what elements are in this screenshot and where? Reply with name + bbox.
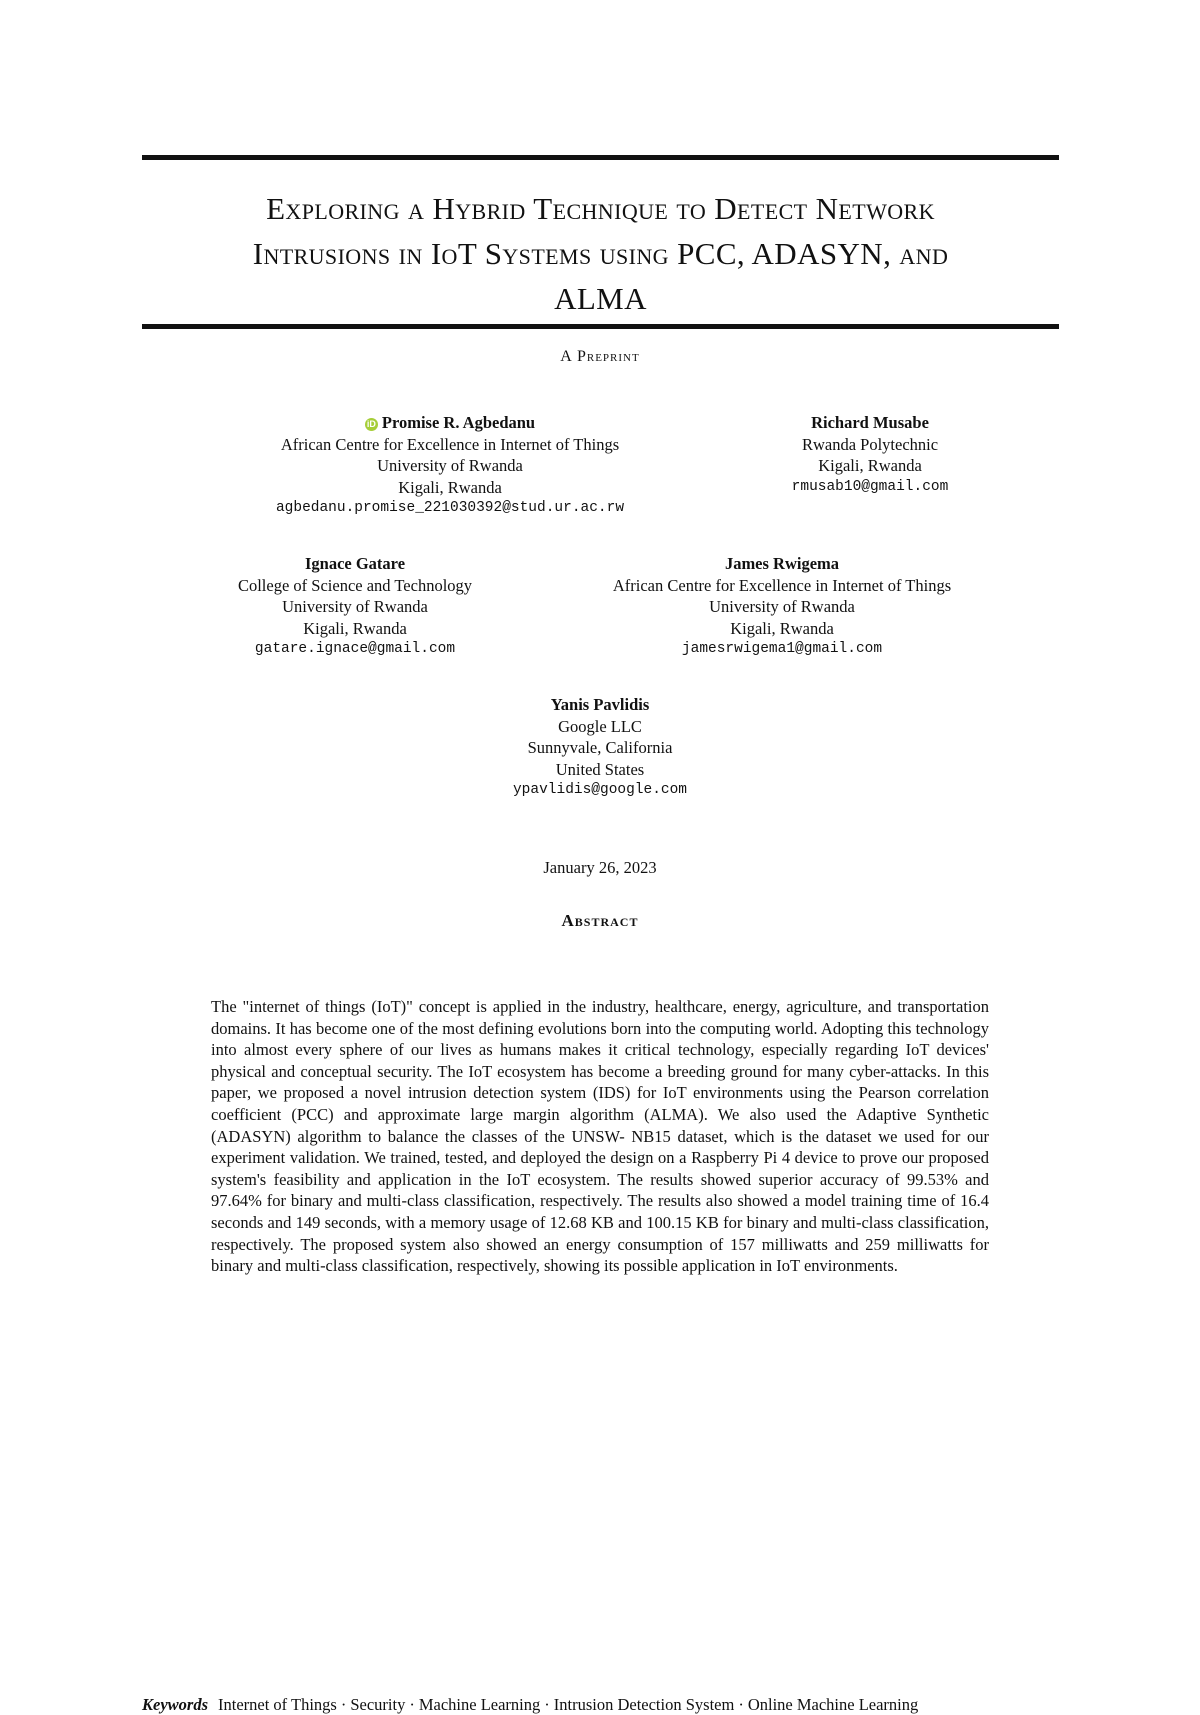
keywords	[142, 1695, 918, 1715]
publication-date: January 26, 2023	[543, 858, 657, 877]
keyword: Internet of Things	[218, 1695, 337, 1714]
author-block	[400, 694, 800, 802]
paper-title	[142, 186, 1059, 321]
keywords-label: Keywords	[142, 1695, 208, 1714]
orcid-icon[interactable]: iD	[366, 419, 376, 429]
author-email[interactable]: ypavlidis@google.com	[512, 782, 688, 798]
author-affiliation: United States	[555, 759, 645, 779]
preprint-label: A Preprint	[560, 348, 640, 365]
author-affiliation: Rwanda Polytechnic	[801, 434, 939, 454]
author-affiliation: African Centre for Excellence in Internet of Things	[280, 434, 620, 454]
author-affiliation: College of Science and Technology	[237, 575, 473, 595]
abstract-text: The "internet of things (IoT)" concept is applied in the industry, healthcare, energy, agriculture, and transportation domains. It has become one of the most defining evolutions born into the computing world. Adopting this technology into almost every sphere of our lives as humans makes it critical technology, especially regarding IoT devices' physical and conceptual security. The IoT ecosystem has become a breeding ground for many cyber-attacks. In this paper, we proposed a novel intrusion detection system (IDS) for IoT environments using the Pearson correlation coefficient (PCC) and approximate large margin algorithm (ALMA). We also used the Adaptive Synthetic (ADASYN) algorithm to balance the classes of the UNSW- NB15 dataset, which is the dataset we used for our experiment validation. We trained, tested, and deployed the design on a Raspberry Pi 4 device to prove our proposed system's feasibility and application in the IoT ecosystem. The results showed superior accuracy of 99.53% and 97.64% for binary and multi-class classification, respectively. The results also showed a model training time of 16.4 seconds and 149 seconds, with a memory usage of 12.68 KB and 100.15 KB for binary and multi-class classification, respectively. The proposed system also showed an energy consumption of 157 milliwatts and 259 milliwatts for binary and multi-class classification, respectively, showing its possible application in IoT environments.	[211, 997, 989, 1276]
author-name: James Rwigema	[724, 554, 840, 573]
author-name-row	[230, 412, 670, 434]
keyword: Machine Learning	[418, 1695, 541, 1714]
author-affiliation: Kigali, Rwanda	[303, 618, 407, 638]
author-block	[572, 553, 992, 661]
title-rule-top	[142, 155, 1059, 160]
abstract-heading: Abstract	[561, 911, 639, 930]
title-part: and	[899, 236, 949, 271]
author-email[interactable]: jamesrwigema1@gmail.com	[681, 641, 883, 657]
author-affiliation: University of Rwanda	[282, 597, 428, 616]
keyword: Intrusion Detection System	[553, 1695, 735, 1714]
author-name: Ignace Gatare	[304, 554, 406, 573]
author-email[interactable]: rmusab10@gmail.com	[791, 478, 949, 495]
title-part: ALMA	[554, 281, 647, 316]
author-email[interactable]: agbedanu.promise_221030392@stud.ur.ac.rw	[275, 500, 625, 516]
keyword: Online Machine Learning	[747, 1695, 919, 1714]
author-affiliation: Kigali, Rwanda	[818, 456, 922, 475]
keyword: Security	[350, 1695, 406, 1714]
author-name: Promise R. Agbedanu	[381, 413, 536, 432]
author-affiliation: University of Rwanda	[377, 456, 523, 475]
author-block	[200, 553, 510, 661]
keyword-separator: ·	[544, 1695, 550, 1714]
keyword-separator: ·	[738, 1695, 744, 1714]
title-part: Exploring a Hybrid Technique to Detect Network	[266, 191, 935, 226]
author-block	[230, 412, 670, 520]
author-affiliation: University of Rwanda	[709, 597, 855, 616]
title-part: Intrusions in IoT Systems using	[252, 236, 678, 271]
author-affiliation: African Centre for Excellence in Internet of Things	[612, 575, 952, 595]
author-block	[740, 412, 1000, 498]
keyword-separator: ·	[409, 1695, 415, 1714]
title-rule-bottom	[142, 324, 1059, 329]
author-name: Richard Musabe	[811, 413, 929, 432]
author-affiliation: Kigali, Rwanda	[398, 477, 502, 497]
title-part: PCC, ADASYN,	[677, 236, 900, 271]
keyword-separator: ·	[340, 1695, 347, 1714]
author-name: Yanis Pavlidis	[550, 695, 650, 714]
author-affiliation: Google LLC	[558, 716, 642, 736]
author-affiliation: Kigali, Rwanda	[730, 618, 834, 638]
author-email[interactable]: gatare.ignace@gmail.com	[254, 641, 456, 657]
author-affiliation: Sunnyvale, California	[527, 738, 673, 757]
